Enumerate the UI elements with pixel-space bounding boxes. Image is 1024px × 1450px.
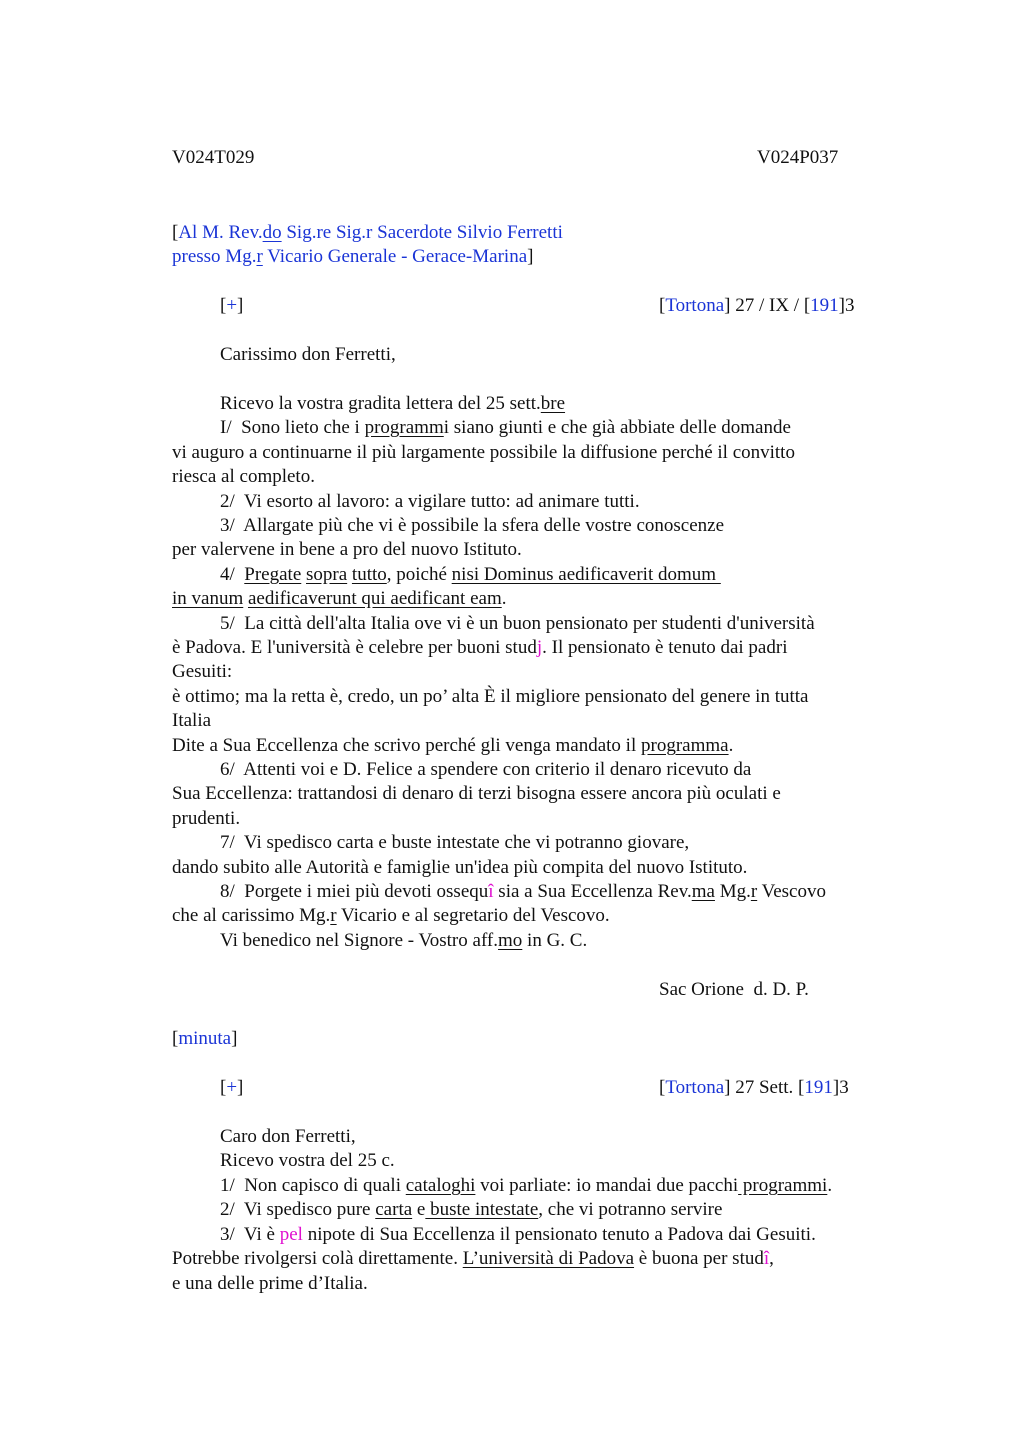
letter1-paragraph: 6/ Attenti voi e D. Felice a spendere con criterio il denaro ricevuto da — [220, 759, 752, 780]
letter1-paragraph: dando subito alle Autorità e famiglie un'idea più compita del nuovo Istituto. — [172, 857, 748, 878]
letter1-paragraph: per valervene in bene a pro del nuovo Istituto. — [172, 539, 522, 560]
header-right-code: V024P037 — [757, 147, 839, 168]
letter2-paragraph: e una delle prime d’Italia. — [172, 1273, 368, 1294]
letter1-paragraph: 4/ Pregate sopra tutto, poiché nisi Dominus aedificaverit domum — [220, 564, 721, 585]
header-left-code: V024T029 — [172, 147, 255, 168]
letter1-signature: Sac Orione d. D. P. — [659, 979, 809, 1000]
letter2-paragraph: Ricevo vostra del 25 c. — [220, 1150, 395, 1171]
letter2-paragraph: 1/ Non capisco di quali cataloghi voi parliate: io mandai due pacchi programmi. — [220, 1175, 833, 1196]
letter2-paragraph: 3/ Vi è pel nipote di Sua Eccellenza il pensionato tenuto a Padova dai Gesuiti. — [220, 1224, 816, 1245]
letter1-paragraph: 3/ Allargate più che vi è possibile la sfera delle vostre conoscenze — [220, 515, 725, 536]
letter1-paragraph: riesca al completo. — [172, 466, 315, 487]
letter1-closing: Vi benedico nel Signore - Vostro aff.mo in G. C. — [220, 930, 588, 951]
letter1-paragraph: Gesuiti: — [172, 661, 233, 682]
letter2-greeting: Caro don Ferretti, — [220, 1126, 356, 1147]
letter1-paragraph: 7/ Vi spedisco carta e buste intestate che vi potranno giovare, — [220, 832, 690, 853]
letter2-cross: [+] — [220, 1077, 244, 1098]
letter2-paragraph: 2/ Vi spedisco pure carta e buste intestate, che vi potranno servire — [220, 1199, 723, 1220]
letter1-paragraph: in vanum aedificaverunt qui aedificant eam. — [172, 588, 507, 609]
letter1-paragraph: I/ Sono lieto che i programmi siano giunti e che già abbiate delle domande — [220, 417, 791, 438]
letter1-greeting: Carissimo don Ferretti, — [220, 344, 396, 365]
letter1-cross: [+] — [220, 295, 244, 316]
letter2-paragraph: Potrebbe rivolgersi colà direttamente. L’università di Padova è buona per studî, — [172, 1248, 774, 1269]
letter1-paragraph: 8/ Porgete i miei più devoti ossequî sia a Sua Eccellenza Rev.ma Mg.r Vescovo — [220, 881, 826, 902]
letter1-paragraph: Sua Eccellenza: trattandosi di denaro di terzi bisogna essere ancora più oculati e — [172, 783, 781, 804]
letter1-paragraph: Italia — [172, 710, 212, 731]
minuta-label: [minuta] — [172, 1028, 238, 1049]
address-line-1: [Al M. Rev.do Sig.re Sig.r Sacerdote Silvio Ferretti — [172, 222, 563, 243]
letter1-paragraph: è ottimo; ma la retta è, credo, un po’ alta È il migliore pensionato del genere in tutta — [172, 686, 809, 707]
letter1-paragraph: 5/ La città dell'alta Italia ove vi è un buon pensionato per studenti d'università — [220, 613, 815, 634]
letter2-date: [Tortona] 27 Sett. [191]3 — [659, 1077, 849, 1098]
letter1-paragraph: Ricevo la vostra gradita lettera del 25 sett.bre — [220, 393, 566, 414]
letter1-paragraph: che al carissimo Mg.r Vicario e al segretario del Vescovo. — [172, 905, 610, 926]
letter1-paragraph: Dite a Sua Eccellenza che scrivo perché gli venga mandato il programma. — [172, 735, 734, 756]
address-line-2: presso Mg.r Vicario Generale - Gerace-Marina] — [172, 246, 534, 267]
letter1-paragraph: è Padova. E l'università è celebre per buoni studj. Il pensionato è tenuto dai padri — [172, 637, 788, 658]
letter1-date: [Tortona] 27 / IX / [191]3 — [659, 295, 855, 316]
letter1-paragraph: prudenti. — [172, 808, 241, 829]
letter1-paragraph: vi auguro a continuarne il più largamente possibile la diffusione perché il convitto — [172, 442, 795, 463]
letter1-paragraph: 2/ Vi esorto al lavoro: a vigilare tutto: ad animare tutti. — [220, 491, 640, 512]
